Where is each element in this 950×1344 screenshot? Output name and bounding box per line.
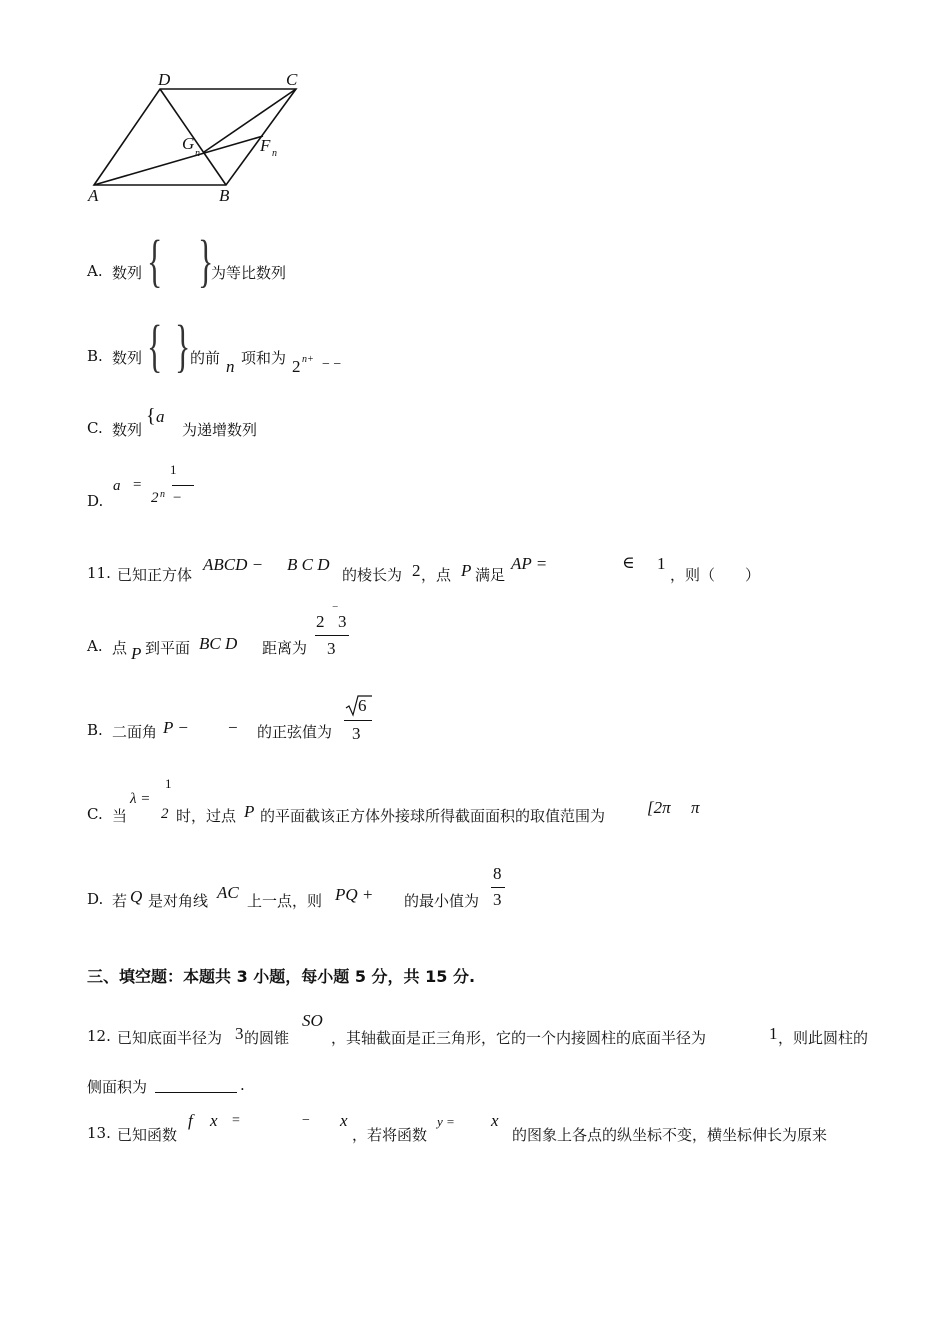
q11-option-b-prefix: B. bbox=[87, 721, 103, 739]
q10-option-c-text2: 为递增数列 bbox=[182, 421, 258, 439]
q13-y: y = bbox=[437, 1114, 455, 1129]
label-a: A bbox=[88, 186, 99, 205]
q12-t1: 已知底面半径为 bbox=[117, 1029, 223, 1047]
q11-option-a-t1: 点 bbox=[112, 639, 128, 657]
q11-option-b-bar bbox=[344, 720, 372, 721]
q13-f: f bbox=[188, 1111, 193, 1130]
q11-in: ∈ bbox=[622, 553, 635, 572]
q11-option-b-dash: − bbox=[228, 718, 238, 737]
q11-option-a-den: 3 bbox=[327, 639, 336, 658]
q11-option-a-prefix: A. bbox=[87, 637, 103, 655]
q11-cube2: B C D bbox=[287, 555, 330, 574]
q11-option-d-ac: AC bbox=[217, 883, 239, 902]
q10-option-d-a: a bbox=[113, 478, 121, 494]
q10-a-right-brace: } bbox=[198, 228, 214, 293]
q11-option-c-lambda: λ = bbox=[130, 791, 151, 807]
label-b: B bbox=[219, 186, 230, 205]
q13-t1: 已知函数 bbox=[117, 1126, 178, 1144]
q12-one: 1 bbox=[769, 1024, 778, 1043]
q10-option-a-text: 数列 bbox=[112, 264, 143, 282]
q11-option-d-t1: 若 bbox=[112, 892, 128, 910]
q11-number: 11. bbox=[87, 564, 111, 582]
q11-option-a-p: P bbox=[131, 644, 142, 663]
segment-a-fn bbox=[94, 136, 263, 185]
q11-text1: 已知正方体 bbox=[117, 566, 193, 584]
q11-option-a-bar bbox=[315, 635, 349, 636]
q10-option-d-dentail: − bbox=[173, 490, 182, 506]
q11-text4: 满足 bbox=[475, 566, 506, 584]
q11-text3: ，点 bbox=[421, 566, 452, 584]
label-g-sub: n bbox=[195, 148, 200, 159]
q10-option-b-text3: 项和为 bbox=[241, 349, 287, 367]
q11-p: P bbox=[461, 561, 472, 580]
q13-x3: x bbox=[491, 1111, 499, 1130]
q11-option-b-den: 3 bbox=[352, 724, 361, 743]
q12-t3: ，其轴截面是正三角形，它的一个内接圆柱的底面半径为 bbox=[331, 1029, 707, 1047]
q11-option-d-q: Q bbox=[130, 887, 143, 906]
q11-option-d-t3: 上一点，则 bbox=[247, 892, 323, 910]
q10-option-a-text2: 为等比数列 bbox=[211, 264, 287, 282]
q12-answer-blank[interactable] bbox=[155, 1076, 237, 1093]
q10-option-d-eq: = bbox=[133, 477, 142, 493]
q10-option-d-densup: n bbox=[160, 489, 165, 500]
q11-option-a-num: 2 bbox=[316, 612, 325, 631]
q13-t3: 的图象上各点的纵坐标不变，横坐标伸长为原来 bbox=[512, 1126, 828, 1144]
q11-option-a-t2: 到平面 bbox=[145, 639, 191, 657]
q11-option-c-range: [2π bbox=[647, 798, 671, 817]
q10-option-c-prefix: C. bbox=[87, 419, 103, 437]
q11-option-c-t1: 当 bbox=[112, 807, 128, 825]
q11-cube: ABCD − bbox=[203, 555, 264, 574]
q12-t6: . bbox=[240, 1076, 245, 1094]
q11-option-a-t3: 距离为 bbox=[262, 639, 308, 657]
q11-option-d-t2: 是对角线 bbox=[148, 892, 209, 910]
q10-option-c-text: 数列 bbox=[112, 421, 143, 439]
q10-option-d-den: 2 bbox=[151, 490, 159, 506]
q13-x2: x bbox=[340, 1111, 348, 1130]
q10-a-left-brace: { bbox=[147, 228, 163, 293]
q11-option-d-t4: 的最小值为 bbox=[404, 892, 480, 910]
segment-c-gn bbox=[204, 89, 296, 152]
q10-option-d-bar bbox=[172, 485, 194, 486]
sqrt-icon: ‾ bbox=[333, 604, 338, 619]
q12-number: 12. bbox=[87, 1027, 111, 1045]
q10-option-b-n: n bbox=[226, 357, 235, 376]
q11-option-c-lamden: 2 bbox=[161, 806, 169, 822]
q10-b-left-brace: { bbox=[147, 313, 163, 378]
q11-option-c-t3: 的平面截该正方体外接球所得截面面积的取值范围为 bbox=[260, 807, 606, 825]
q10-option-a-prefix: A. bbox=[87, 262, 103, 280]
q10-option-c-a: a bbox=[156, 407, 165, 426]
q11-option-c-t2: 时，过点 bbox=[176, 807, 237, 825]
q11-text5: ，则（ ） bbox=[670, 566, 761, 584]
q10-option-b-expr: 2 bbox=[292, 357, 301, 376]
q10-option-d-num: 1 bbox=[170, 462, 177, 477]
q10-option-b-prefix: B. bbox=[87, 347, 103, 365]
q10-b-right-brace: } bbox=[175, 313, 191, 378]
q11-option-c-pi: π bbox=[691, 798, 700, 817]
q11-option-c-p: P bbox=[244, 802, 255, 821]
q10-option-b-text: 数列 bbox=[112, 349, 143, 367]
q11-one: 1 bbox=[657, 554, 666, 573]
q12-t4: ，则此圆柱的 bbox=[778, 1029, 869, 1047]
q12-t5: 侧面积为 bbox=[87, 1078, 148, 1096]
q11-option-c-prefix: C. bbox=[87, 805, 103, 823]
q10-option-d-prefix: D. bbox=[87, 492, 104, 510]
q10-option-b-sup: n+ bbox=[302, 354, 314, 365]
q11-text2: 的棱长为 bbox=[342, 566, 403, 584]
q11-option-b-angle: P − bbox=[163, 718, 189, 737]
q11-option-b-t2: 的正弦值为 bbox=[257, 723, 333, 741]
q10-option-c-brace: { bbox=[146, 405, 156, 427]
label-f: F bbox=[260, 136, 271, 155]
label-d: D bbox=[158, 70, 171, 89]
q11-option-d-pq: PQ + bbox=[335, 885, 374, 904]
q11-option-d-prefix: D. bbox=[87, 890, 104, 908]
q13-t2: ，若将函数 bbox=[352, 1126, 428, 1144]
q11-option-d-den: 3 bbox=[493, 890, 502, 909]
label-f-sub: n bbox=[272, 148, 277, 159]
q11-option-a-rad: 3 bbox=[338, 612, 347, 631]
q11-option-c-lamnum: 1 bbox=[165, 776, 172, 791]
label-g: G bbox=[182, 134, 195, 153]
q12-so: SO bbox=[302, 1011, 323, 1030]
q11-two: 2 bbox=[412, 561, 421, 580]
q13-number: 13. bbox=[87, 1124, 111, 1142]
label-c: C bbox=[286, 70, 298, 89]
q12-t2: 的圆锥 bbox=[244, 1029, 290, 1047]
q13-minus: − bbox=[302, 1113, 310, 1128]
q13-eq: = bbox=[232, 1113, 240, 1128]
q11-option-d-bar bbox=[491, 887, 505, 888]
q11-option-a-plane: BC D bbox=[199, 634, 238, 653]
q11-option-b-t1: 二面角 bbox=[112, 723, 158, 741]
parallelogram-figure bbox=[80, 68, 320, 208]
q11-option-d-num: 8 bbox=[493, 864, 502, 883]
q10-option-b-tail: − − bbox=[322, 357, 342, 372]
q11-ap: AP = bbox=[511, 554, 548, 573]
q11-option-b-num: 6 bbox=[358, 696, 367, 715]
q13-x: x bbox=[210, 1111, 218, 1130]
q10-option-b-text2: 的前 bbox=[190, 349, 221, 367]
q12-three: 3 bbox=[235, 1024, 244, 1043]
section-3-title: 三、填空题：本题共 3 小题，每小题 5 分，共 15 分. bbox=[87, 967, 476, 986]
